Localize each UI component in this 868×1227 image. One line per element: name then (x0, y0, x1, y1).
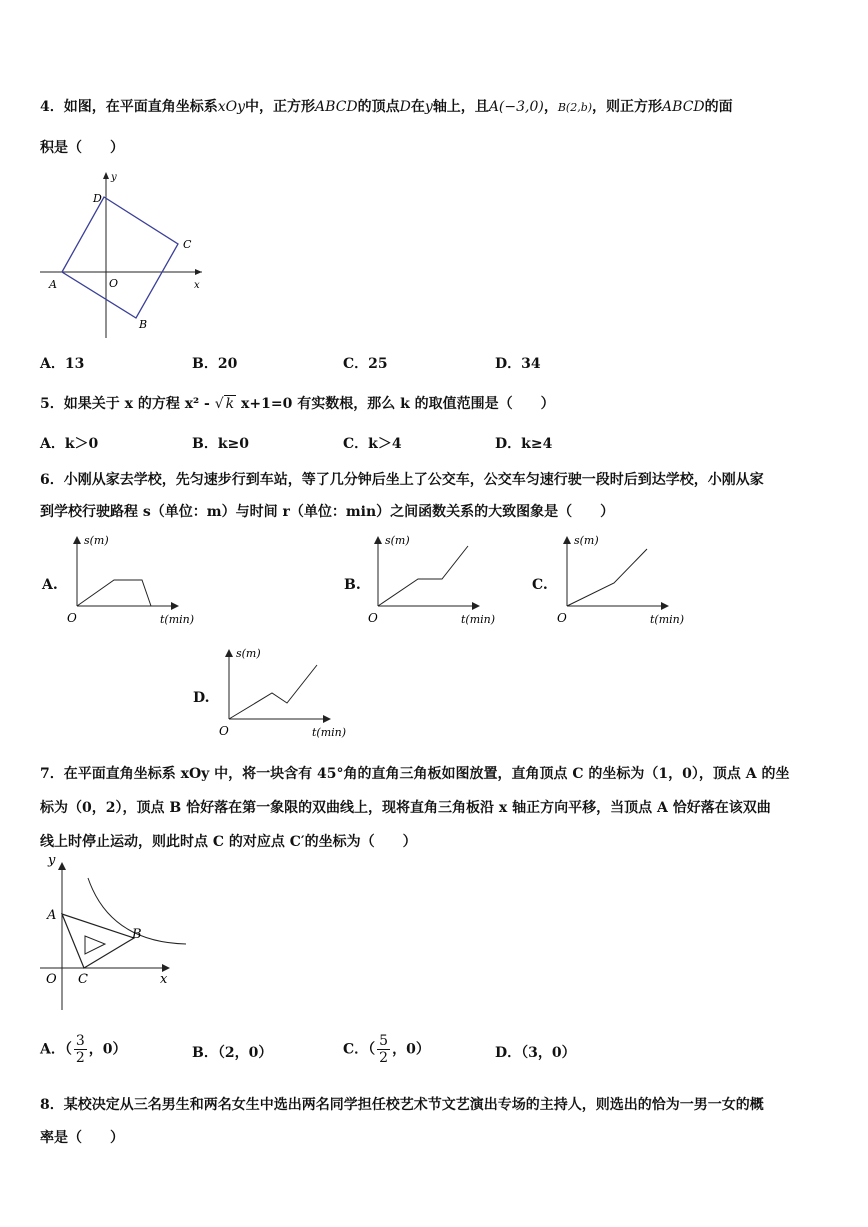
q5-text: 5．如果关于 x 的方程 x² - (40, 396, 215, 412)
q5-radicand: k (225, 396, 235, 412)
q4-text: ， (543, 99, 558, 115)
q6-option-b-label[interactable]: B. (344, 577, 361, 593)
q6-stem-line1: 6．小刚从家去学校，先匀速步行到车站，等了几分钟后坐上了公交车，公交车匀速行驶一段时后到达学校，小刚从家 (40, 472, 764, 488)
q4-label-o: O (109, 277, 119, 290)
q4-text: 的面 (704, 99, 733, 115)
q4-x-arrow-icon (195, 269, 202, 275)
q4-label-a: A (49, 278, 57, 291)
q4-text: 轴上，且 (432, 99, 489, 115)
q4-label-y: y (111, 172, 117, 183)
q7-y-arrow-icon (58, 862, 66, 870)
q6a-s-label: s(m) (84, 534, 109, 547)
q7-option-a-prefix: A．（ (40, 1041, 72, 1058)
q6d-s-label: s(m) (236, 647, 261, 660)
q4-square-abcd (62, 197, 178, 318)
q4-text: 的顶点 (357, 99, 400, 115)
q7-option-a-suffix: ，0） (88, 1041, 127, 1058)
q6a-curve (77, 580, 151, 606)
q5-option-b[interactable]: B．k≥0 (192, 436, 250, 452)
q7-x-arrow-icon (162, 964, 170, 972)
q4-math-b: B(2,b) (557, 101, 593, 114)
q6-stem-line2: 到学校行驶路程 s（单位：m）与时间 r（单位：min）之间函数关系的大致图象是（ ） (40, 504, 615, 520)
q6-option-a-label[interactable]: A. (42, 577, 58, 593)
q4-text: ，则正方形 (592, 99, 663, 115)
q4-y-arrow-icon (103, 172, 109, 179)
q4-option-a[interactable]: A．13 (40, 356, 85, 372)
q6-option-d-label[interactable]: D. (193, 690, 210, 706)
q4-option-b[interactable]: B．20 (192, 356, 238, 372)
q6a-s-arrow-icon (73, 536, 81, 544)
q6b-curve (378, 546, 468, 606)
q6-graph-c[interactable] (553, 532, 698, 632)
q7-inner-triangle (85, 936, 105, 954)
q7-option-c-suffix: ，0） (392, 1041, 430, 1058)
q5-sqrt: √ k (214, 396, 235, 412)
q5-option-c[interactable]: C．k＞4 (343, 436, 402, 452)
q6d-origin-label: O (219, 724, 229, 738)
q7-option-a-denominator: 2 (75, 1050, 85, 1066)
q4-label-c: C (183, 238, 192, 251)
q8-stem-line1: 8．某校决定从三名男生和两名女生中选出两名同学担任校艺术节文艺演出专场的主持人，则选出的恰为一男一女的概 (40, 1097, 764, 1113)
q4-math-abcd: ABCD (315, 99, 358, 115)
q5-option-d[interactable]: D．k≥4 (495, 436, 553, 452)
q6-graph-b[interactable] (364, 532, 509, 632)
q6d-t-label: t(min) (312, 726, 347, 739)
q7-label-x: x (160, 972, 168, 987)
q7-stem-line2: 标为（0，2），顶点 B 恰好落在第一象限的双曲线上，现将直角三角板沿 x 轴正方向平移，当顶点 A 恰好落在该双曲 (40, 800, 771, 816)
q6a-t-arrow-icon (171, 602, 179, 610)
q4-option-c[interactable]: C．25 (343, 356, 388, 372)
q4-option-d[interactable]: D．34 (495, 356, 541, 372)
q4-text: 4．如图，在平面直角坐标系 (40, 99, 218, 115)
q6c-origin-label: O (557, 611, 567, 625)
q4-math-d: D (399, 99, 411, 115)
q4-square-figure (38, 168, 213, 340)
q7-option-c-numerator: 5 (379, 1033, 389, 1049)
q7-option-a-fraction (74, 1033, 87, 1066)
q4-math-y: y (424, 99, 433, 115)
q7-label-c: C (78, 972, 88, 987)
q6a-origin-label: O (67, 611, 77, 625)
q4-stem-line2: 积是（ ） (40, 140, 124, 156)
q6b-s-label: s(m) (385, 534, 410, 547)
q4-stem-line1 (40, 96, 733, 116)
q6c-s-arrow-icon (563, 536, 571, 544)
q6-graph-a[interactable] (63, 532, 208, 632)
q6-option-c-label[interactable]: C. (532, 577, 548, 593)
q6b-t-label: t(min) (461, 613, 496, 626)
q7-label-a: A (47, 908, 57, 923)
q6c-t-label: t(min) (650, 613, 685, 626)
q7-option-a-numerator: 3 (75, 1033, 85, 1049)
q7-label-y: y (48, 853, 56, 868)
q5-stem (40, 393, 555, 413)
q7-stem-line1: 7．在平面直角坐标系 xOy 中，将一块含有 45°角的直角三角板如图放置，直角顶点 C 的坐标为（1，0），顶点 A 的坐 (40, 766, 790, 782)
q5-option-a[interactable]: A．k＞0 (40, 436, 99, 452)
q6-graph-d[interactable] (215, 645, 360, 745)
q7-option-c-prefix: C．（ (343, 1041, 376, 1058)
q7-option-c[interactable] (343, 1033, 430, 1066)
q4-math-a: A(−3,0) (488, 99, 544, 115)
q4-label-b: B (139, 318, 148, 331)
q7-stem-line3: 线上时停止运动，则此时点 C 的对应点 C′的坐标为（ ） (40, 834, 417, 850)
q7-triangle-figure (38, 852, 198, 1012)
q4-math-xoy: xOy (217, 99, 246, 115)
q8-stem-line2: 率是（ ） (40, 1130, 124, 1146)
q6c-curve (567, 549, 647, 606)
q4-text: 在 (410, 99, 425, 115)
q6d-t-arrow-icon (323, 715, 331, 723)
q4-math-abcd: ABCD (662, 99, 705, 115)
q6b-t-arrow-icon (472, 602, 480, 610)
q4-label-d: D (93, 192, 102, 205)
q6c-s-label: s(m) (574, 534, 599, 547)
q6b-s-arrow-icon (374, 536, 382, 544)
q6a-t-label: t(min) (160, 613, 195, 626)
q6c-t-arrow-icon (661, 602, 669, 610)
q7-label-o: O (46, 972, 57, 987)
q7-option-c-denominator: 2 (379, 1050, 389, 1066)
q7-option-b[interactable]: B．（2，0） (192, 1045, 273, 1061)
q6d-s-arrow-icon (225, 649, 233, 657)
q7-label-b: B (132, 927, 142, 942)
q4-label-x: x (194, 280, 200, 291)
q7-option-c-fraction (377, 1033, 390, 1066)
q7-option-d[interactable]: D．（3，0） (495, 1045, 576, 1061)
q4-text: 中，正方形 (245, 99, 316, 115)
q7-option-a[interactable] (40, 1033, 127, 1066)
q5-text: x+1=0 有实数根，那么 k 的取值范围是（ ） (236, 396, 555, 412)
q6b-origin-label: O (368, 611, 378, 625)
q6d-curve (229, 665, 317, 719)
